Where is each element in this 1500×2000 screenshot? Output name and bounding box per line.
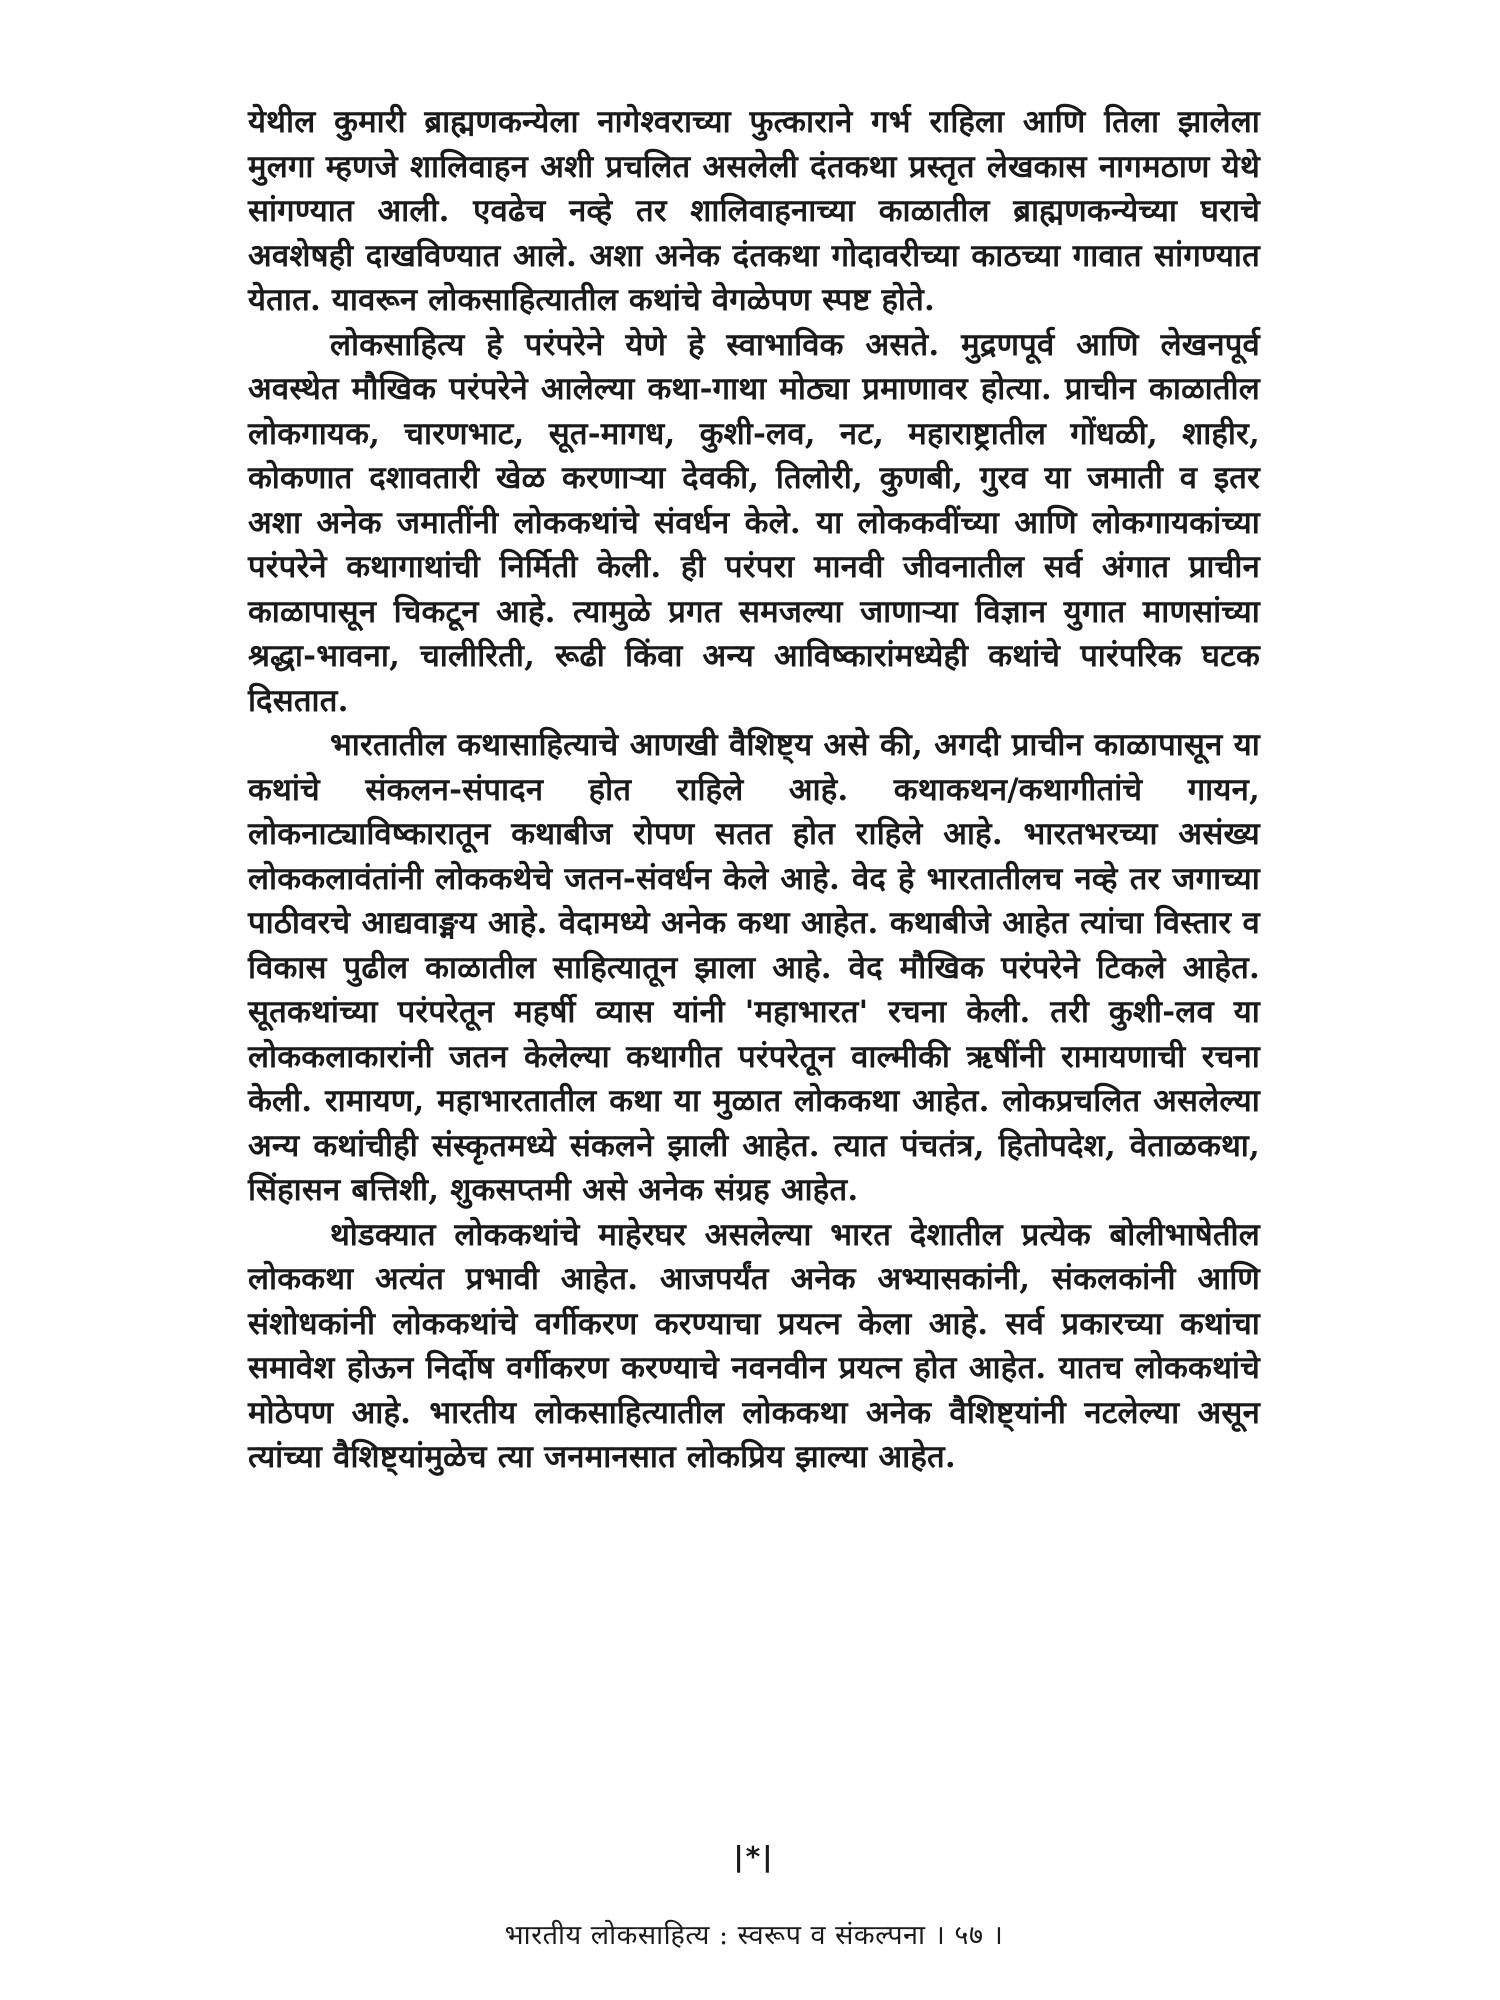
paragraph-4: थोडक्यात लोककथांचे माहेरघर असलेल्या भारत देशातील प्रत्येक बोलीभाषेतील लोककथा अत्यंत प्रभावी आहेत. आजपर्यंत अनेक अभ्यासकांनी, संकलकांनी आणि संशोधकांनी लोककथांचे वर्गीकरण करण्याचा प्रयत्न केला आहे. सर्व प्रकारच्या कथांचा समावेश होऊन निर्दोष वर्गीकरण करण्याचे नवनवीन प्रयत्न होत आहेत. यातच लोककथांचे मोठेपण आहे. भारतीय लोकसाहित्यातील लोककथा अनेक वैशिष्ट्यांनी नटलेल्या असून त्यांच्या वैशिष्ट्यांमुळेच त्या जनमानसात लोकप्रिय झाल्या आहेत. xyxy=(248,1216,1260,1475)
page-body xyxy=(248,100,1260,1951)
paragraph-2: लोकसाहित्य हे परंपरेने येणे हे स्वाभाविक असते. मुद्रणपूर्व आणि लेखनपूर्व अवस्थेत मौखिक परंपरेने आलेल्या कथा-गाथा मोठ्या प्रमाणावर होत्या. प्राचीन काळातील लोकगायक, चारणभाट, सूत-मागध, कुशी-लव, नट, महाराष्ट्रातील गोंधळी, शाहीर, कोकणात दशावतारी खेळ करणाऱ्या देवकी, तिलोरी, कुणबी, गुरव या जमाती व इतर अशा अनेक जमातींनी लोककथांचे संवर्धन केले. या लोककवींच्या आणि लोकगायकांच्या परंपरेने कथागाथांची निर्मिती केली. ही परंपरा मानवी जीवनातील सर्व अंगात प्राचीन काळापासून चिकटून आहे. त्यामुळे प्रगत समजल्या जाणाऱ्या विज्ञान युगात माणसांच्या श्रद्धा-भावना, चालीरिती, रूढी किंवा अन्य आविष्कारांमध्येही कथांचे पारंपरिक घटक दिसतात. xyxy=(248,326,1260,719)
paragraph-3: भारतातील कथासाहित्याचे आणखी वैशिष्ट्य असे की, अगदी प्राचीन काळापासून या कथांचे संकलन-संपादन होत राहिले आहे. कथाकथन/कथागीतांचे गायन, लोकनाट्याविष्कारातून कथाबीज रोपण सतत होत राहिले आहे. भारतभरच्या असंख्य लोककलावंतांनी लोककथेचे जतन-संवर्धन केले आहे. वेद हे भारतातीलच नव्हे तर जगाच्या पाठीवरचे आद्यवाङ्मय आहे. वेदामध्ये अनेक कथा आहेत. कथाबीजे आहेत त्यांचा विस्तार व विकास पुढील काळातील साहित्यातून झाला आहे. वेद मौखिक परंपरेने टिकले आहेत. सूतकथांच्या परंपरेतून महर्षी व्यास यांनी 'महाभारत' रचना केली. तरी कुशी-लव या लोककलाकारांनी जतन केलेल्या कथागीत परंपरेतून वाल्मीकी ऋषींनी रामायणाची रचना केली. रामायण, महाभारतातील कथा या मुळात लोककथा आहेत. लोकप्रचलित असलेल्या अन्य कथांचीही संस्कृतमध्ये संकलने झाली आहेत. त्यात पंचतंत्र, हितोपदेश, वेताळकथा, सिंहासन बत्तिशी, शुकसप्तमी असे अनेक संग्रह आहेत. xyxy=(248,727,1260,1208)
page-footer: भारतीय लोकसाहित्य : स्वरूप व संकल्पना । ५७ । xyxy=(504,1920,1004,1951)
paragraph-1: येथील कुमारी ब्राह्मणकन्येला नागेश्वराच्या फुत्काराने गर्भ राहिला आणि तिला झालेला मुलगा म्हणजे शालिवाहन अशी प्रचलित असलेली दंतकथा प्रस्तृत लेखकास नागमठाण येथे सांगण्यात आली. एवढेच नव्हे तर शालिवाहनाच्या काळातील ब्राह्मणकन्येच्या घराचे अवशेषही दाखविण्यात आले. अशा अनेक दंतकथा गोदावरीच्या काठच्या गावात सांगण्यात येतात. यावरून लोकसाहित्यातील कथांचे वेगळेपण स्पष्ट होते. xyxy=(248,104,1260,318)
section-end-ornament: |*| xyxy=(733,1840,775,1873)
